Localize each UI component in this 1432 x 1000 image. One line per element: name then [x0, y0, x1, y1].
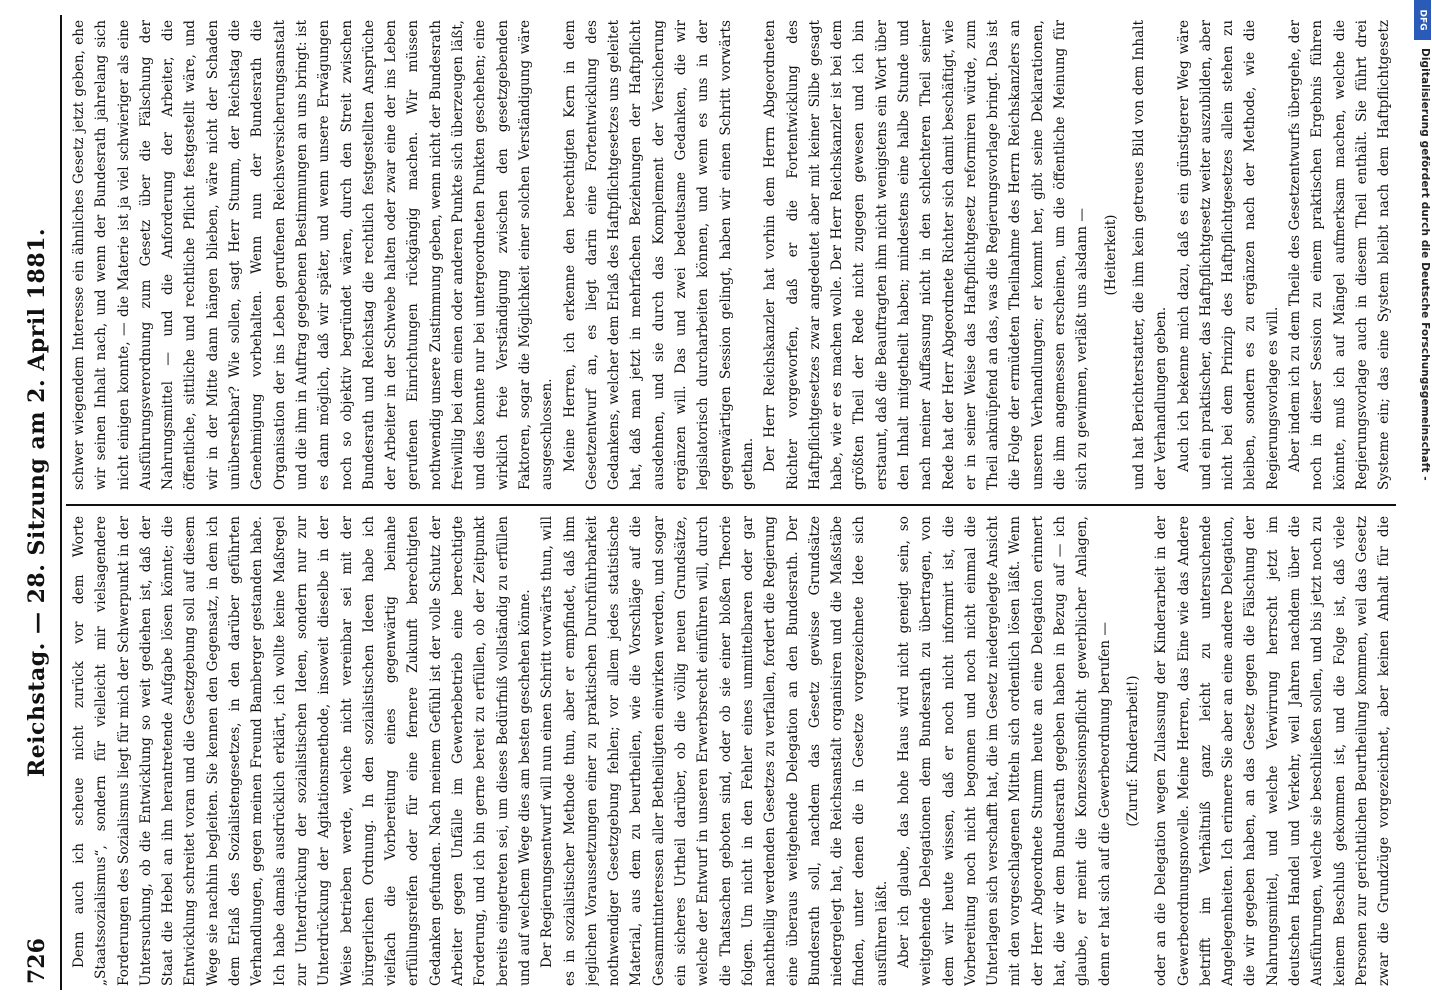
paragraph: Aber indem ich zu dem Theile des Gesetzentwurfs übergehe, der noch in dieser Session zu einem praktischen Ergebnis führen könnte, muß ich auf Mängel aufmerksam machen, welche die Regierungsvorlage auch in diesem Theil enthält. Sie führt drei Systeme ein; das eine System bleibt nach dem Haftpflichtgesetz: [1287, 20, 1393, 490]
paragraph: Der Herr Reichskanzler hat vorhin dem Herrn Abgeordneten Richter vorgeworfen, daß er die Fortentwicklung des Haftpflichtgesetzes zwar angedeutet aber mit keiner Silbe gesagt habe, wie er es machen wolle. Der Herr Reichskanzler ist bei dem größten Theil der Rede nicht zugegen gewesen und ich bin erstaunt, daß die Beauftragten ihm nicht wenigstens ein Wort über den Inhalt mitgetheilt haben; mindestens eine halbe Stunde und nach meiner Auffassung nicht in den schlechteren Theil seiner Rede hat der Herr Abgeordnete Richter sich damit beschäftigt, wie er in seiner Weise das Haftpflichtgesetz reformiren würde, zum Theil anknüpfend an das, was die Regierungsvorlage bringt. Das ist die Folge der ermüdeten Theilnahme des Herrn Reichskanzlers an unseren Verhandlungen; er kommt her, gibt seine Deklarationen, die ihm angemessen erscheinen, um die öffentliche Meinung für sich zu gewinnen, verläßt uns alsdann —: [762, 20, 1091, 490]
paragraph: und hat Berichterstatter, die ihm kein getreues Bild von dem Inhalt der Verhandlungen geben.: [1130, 20, 1170, 490]
header-rule: [60, 15, 62, 990]
interjection: (Heiterkeit): [1102, 214, 1119, 296]
column-rule: [66, 504, 1396, 506]
running-header: [24, 15, 56, 990]
paragraph: Der Regierungsentwurf will nun einen Schritt vorwärts thun, will es in sozialistischer Methode thun, aber er empfindet, daß ihm jeglichen Voraussetzungen einer zu praktischen Durchführbarkeit nothwendiger Gesetzgebung fehlen; vor allem jedes statistische Material, aus dem zu beurtheilen, wie die Vorschläge auf die Gesammtinteressen aller Betheiligten einwirken werden, und sogar ein sicheres Urtheil darüber, ob die völlig neuen Grundsätze, welche der Entwurf in unseren Erwerbsrecht einführen will, durch die Thatsachen geboten sind, oder ob sie einer bloßen Theorie folgen. Um nicht in den Fehler eines unmittelbaren oder gar nachtheilig werdenden Gesetzes zu verfallen, fordert die Regierung eine überaus weitgehende Delegation an den Bundesrath. Der Bundesrath soll, nachdem das Gesetz gewisse Grundsätze niedergelegt hat, die Reichsanstalt organisiren und die Maßstäbe finden, unter denen die in Gesetze vorgezeichnete Idee sich ausführen läßt.: [539, 516, 890, 986]
paragraph: Aber ich glaube, das hohe Haus wird nicht geneigt sein, so weitgehende Delegationen dem Bundesrath zu übertragen, von dem wir heute wissen, daß er noch nicht informirt ist, die Vorbereitung noch nicht begonnen und noch nicht einmal die Unterlagen sich verschafft hat, die im Gesetz niedergelegte Ansicht mit den vorgeschlagenen Mitteln sich ordentlich lösen läßt. Wenn der Herr Abgeordnete Stumm heute an eine Delegation erinnert hat, die wir dem Bundesrath gegeben haben in Bezug auf — ich glaube, er meint die Konzessionspflicht gewerblicher Anlagen, denn er hat sich auf die Gewerbeordnung berufen —: [895, 516, 1113, 986]
paragraph: oder an die Delegation wegen Zulassung der Kinderarbeit in der Gewerbeordnungsnovelle. Meine Herren, das Eine wie das Andere betrifft im Verhältniß ganz leicht zu untersuchende Angelegenheiten. Ich erinnere Sie aber an eine andere Delegation, die wir gegeben haben, an das Gesetz gegen die Fälschung der Nahrungsmittel, und welche Verwirrung herrscht jetzt im deutschen Handel und Verkehr, weil Jahren nachdem über die Ausführungen, welche sie beschließen sollen, und bis jetzt noch zu keinem Beschluß gekommen ist, und die Folge ist, daß viele Personen zur gerichtlichen Beurtheilung kommen, weil das Gesetz zwar die Grundzüge vorgezeichnet, aber keinen Anhalt für die: [1153, 516, 1393, 986]
paragraph: schwer wiegendem Interesse ein ähnliches Gesetz jetzt geben, ehe wir seinen Inhalt nach, und wenn der Bundesrath jahrelang sich nicht einigen konnte, — die Materie ist ja viel schwieriger als eine Ausführungsverordnung zum Gesetz über die Fälschung der Nahrungsmittel — und die Anforderung der Arbeiter, die öffentliche, sittliche und rechtliche Pflicht festgestellt wäre, und wir in der Mitte dann hängen blieben, wäre nicht der Schaden unübersehbar? Wie sollen, sagt Herr Stumm, der Reichstag die Genehmigung vorbehalten. Wenn nun der Bundesrath die Organisation der ins Leben gerufenen Reichsversicherungsanstalt und die ihm in Auftrag gegebenen Bestimmungen an uns bringt: ist es dann möglich, daß wir später, und wenn unsere Erwägungen noch so objektiv begründet wären, durch den Streit zwischen Bundesrath und Reichstag die rechtlich festgestellten Ansprüche der Arbeiter in der Schwebe halten oder zwar eine der ins Leben gerufenen Einrichtungen rückgängig machen. Wir müssen nothwendig unsere Zustimmung geben, wenn nicht der Bundesrath freiwillig bei dem einen oder anderen Punkte sich überzeugen läßt, und dies konnte nur bei untergeordneten Punkten geschehen; eine wirklich freie Verständigung zwischen den gesetzgebenden Faktoren, sogar die Möglichkeit einer solchen Verständigung wäre ausgeschlossen.: [71, 20, 556, 490]
paragraph: Auch ich bekenne mich dazu, daß es ein günstigerer Weg wäre und ein praktischer, das Haftpflichtgesetz weiter auszubilden, aber nicht bei dem Prinzip des Haftpflichtgesetzes allein stehen zu bleiben, sondern es zu ergänzen nach der Methode, wie die Regierungsvorlage es will.: [1175, 20, 1281, 490]
digitization-note: Digitalisierung gefördert durch die Deutsche Forschungsgemeinschaft -: [1419, 48, 1431, 481]
page-number: 726: [24, 938, 50, 984]
paragraph: Denn auch ich scheue nicht zurück vor dem Worte „Staatssozialismus“, sondern für vielleicht mir vielsagendere Forderungen des Sozialismus liegt für mich der Schwerpunkt in der Untersuchung, ob die Entwicklung so weit gediehen ist, daß der Staat die Hebel an ihn herantretende Aufgabe lösen könnte; die Entwicklung schreitet voran und die Gesetzgebung soll auf diesem Wege sie nachhin begleiten. Sie kennen den Gegensatz, in dem ich dem Erlaß des Sozialistengesetzes, in den darüber geführten Verhandlungen, gegen meinen Freund Bamberger gestanden habe. Ich habe damals ausdrücklich erklärt, ich wollte keine Maßregel zur Unterdrückung der sozialistischen Ideen, sondern nur zur Unterdrückung der Agitationsmethode, insoweit dieselbe in der Weise betrieben werde, welche nicht vereinbar sei mit der bürgerlichen Ordnung. In den sozialistischen Ideen habe ich vielfach die Vorbereitung eines gegenwärtig beinahe erfüllungsreifen oder für eine fernere Zukunft berechtigten Gedanken gefunden. Nach meinem Gefühl ist der volle Schutz der Arbeiter gegen Unfälle im Gewerbebetrieb eine berechtigte Forderung, und ich bin gerne bereit zu erfüllen, ob der Zeitpunkt bereits eingetreten sei, um dieses Bedürfniß vollständig zu erfüllen und auf welchem Wege dies am besten geschehen könne.: [71, 516, 533, 986]
left-column: [68, 516, 1393, 986]
running-title: Reichstag. — 28. Sitzung am 2. April 1881.: [24, 227, 50, 778]
right-column: [68, 20, 1393, 490]
interjection: (Zuruf: Kinderarbeit!): [1124, 675, 1141, 827]
paragraph: Meine Herren, ich erkenne den berechtigten Kern in dem Gesetzentwurf an, es liegt darin eine Fortentwicklung des Gedankens, welcher dem Erlaß des Haftpflichtgesetzes uns geleitet hat, daß man jetzt in mehrfachen Beziehungen der Haftpflicht ausdehnen, und sie durch das Komplement der Versicherung ergänzen will. Das und zwei bedeutsame Gedanken, die wir legislatorisch durcharbeiten können, und wenn es uns in der gegenwärtigen Session gelingt, haben wir einen Schritt vorwärts gethan.: [561, 20, 756, 490]
dfg-logo: DFG: [1414, 0, 1431, 40]
scanned-page: [20, 15, 1405, 990]
